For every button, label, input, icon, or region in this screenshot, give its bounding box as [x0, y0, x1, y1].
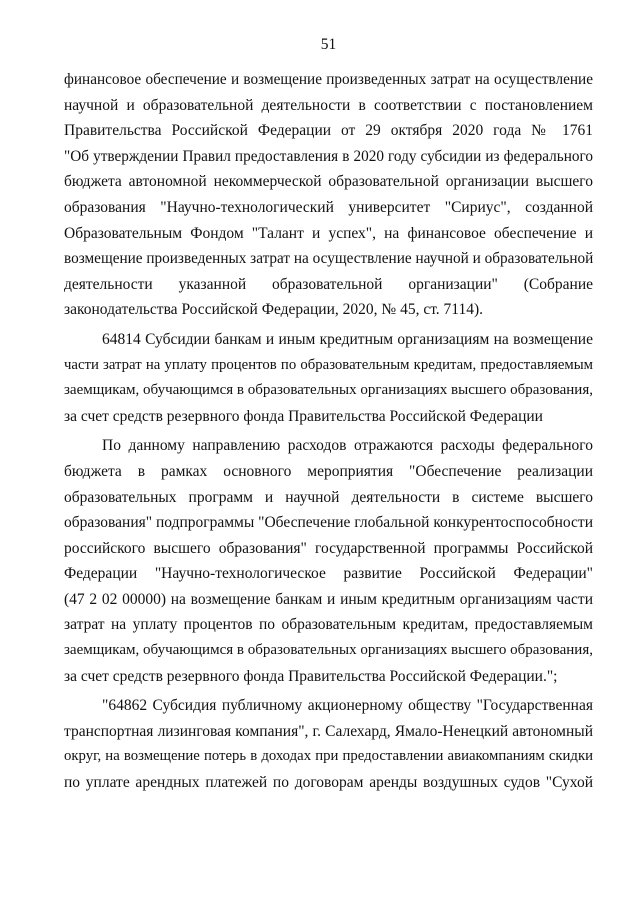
text-line: законодательства Российской Федерации, 2020, № 45, ст. 7114).	[64, 301, 484, 319]
paragraph-expense-direction	[64, 433, 593, 689]
text-line: образования "Научно-технологический университет "Сириус", созданной	[64, 198, 593, 216]
text-line: По данному направлению расходов отражаются расходы федерального	[102, 437, 593, 455]
text-line: образования" подпрограммы "Обеспечение глобальной конкурентоспособности	[64, 514, 593, 532]
paragraph-continuation	[64, 67, 593, 323]
text-line: финансовое обеспечение и возмещение произведенных затрат на осуществление	[64, 71, 593, 88]
text-line: бюджета автономной некоммерческой образовательной организации высшего	[64, 173, 593, 191]
text-line: части затрат на уплату процентов по образовательным кредитам, предоставляемым	[64, 356, 593, 373]
text-line: "Об утверждении Правил предоставления в 2020 году субсидии из федерального	[64, 147, 593, 165]
text-line: за счет средств резервного фонда Правительства Российской Федерации	[64, 407, 543, 425]
text-line: за счет средств резервного фонда Правительства Российской Федерации.";	[64, 667, 558, 685]
text-line: "64862 Субсидия публичному акционерному обществу "Государственная	[102, 697, 593, 715]
text-line: (47 2 02 00000) на возмещение банкам и иным кредитным организациям части	[64, 590, 593, 608]
paragraph-subsidy-64814	[64, 327, 593, 429]
text-line: бюджета в рамках основного мероприятия "Обеспечение реализации	[64, 462, 593, 480]
text-line: Образовательным Фондом "Талант и успех", на финансовое обеспечение и	[64, 224, 593, 242]
text-line: научной и образовательной деятельности в соответствии с постановлением	[64, 96, 593, 114]
text-line: возмещение произведенных затрат на осуществление научной и образовательной	[64, 250, 594, 268]
text-line: деятельности указанной образовательной организации" (Собрание	[64, 275, 593, 293]
text-line: российского высшего образования" государственной программы Российской	[64, 539, 593, 557]
text-line: Правительства Российской Федерации от 29 октября 2020 года № 1761	[64, 122, 593, 140]
text-line: округ, на возмещение потерь в доходах при предоставлении авиакомпаниям скидки	[64, 748, 593, 765]
paragraph-subsidy-64862	[64, 693, 593, 795]
page-number: 51	[320, 36, 337, 53]
text-line: 64814 Субсидии банкам и иным кредитным организациям на возмещение	[102, 330, 593, 348]
text-line: заемщикам, обучающимся в образовательных организациях высшего образования,	[64, 382, 593, 399]
text-line: заемщикам, обучающимся в образовательных организациях высшего образования,	[64, 642, 593, 659]
text-line: образовательных программ и научной деятельности в системе высшего	[64, 488, 593, 506]
text-line: транспортная лизинговая компания", г. Салехард, Ямало-Ненецкий автономный	[64, 722, 593, 740]
text-line: Федерации "Научно-технологическое развитие Российской Федерации"	[64, 565, 593, 583]
text-line: затрат на уплату процентов по образовательным кредитам, предоставляемым	[64, 616, 593, 634]
text-line: по уплате арендных платежей по договорам аренды воздушных судов "Сухой	[64, 774, 593, 792]
